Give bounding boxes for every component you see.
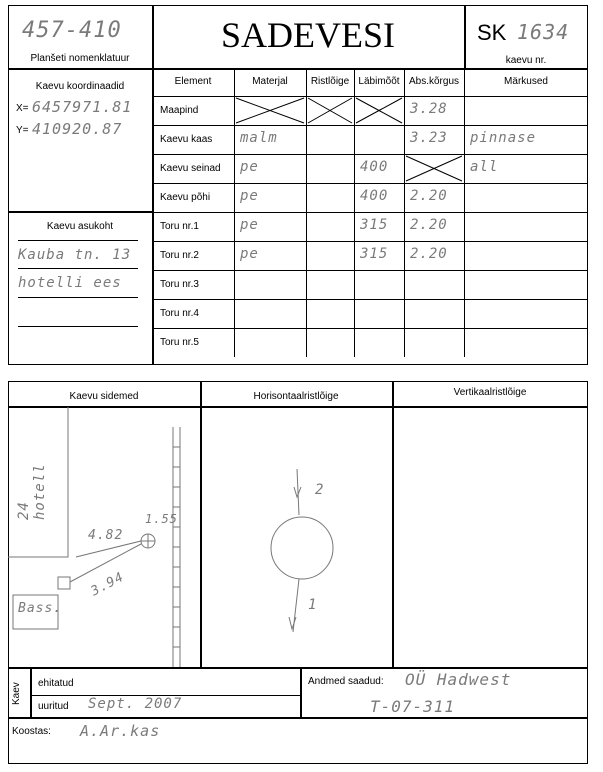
compiled-label: Koostas: [12,726,51,737]
table-header: Läbimõõt [358,76,400,87]
surveyed-label: uuritud [38,701,69,712]
table-cell: pe [240,217,259,233]
table-row-label: Toru nr.5 [160,337,199,348]
horizontal-section-label: Horisontaalristlõige [253,391,339,402]
table-cell: 2.20 [410,217,448,233]
table-cell: 315 [360,217,389,233]
well-side-label: Kaev [11,682,22,705]
x-value: 6457971.81 [32,98,133,116]
table-row-label: Kaevu kaas [160,134,213,145]
nomenclature-label: Planšeti nomenklatuur [30,53,130,64]
table-cell: malm [240,130,278,146]
data-source-code: T-07-311 [370,697,456,716]
surveyed-value: Sept. 2007 [88,696,183,712]
table-row-label: Toru nr.2 [160,250,199,261]
y-value: 410920.87 [32,120,123,138]
table-cell: pe [240,188,259,204]
table-cell: 2.20 [410,246,448,262]
table-cell: pinnase [470,130,537,146]
coords-label: Kaevu koordinaadid [35,81,125,92]
table-header: Ristlõige [310,76,350,87]
page-title: SADEVESI [220,15,395,55]
table-cell: 400 [360,159,389,175]
table-cell: all [470,159,499,175]
table-header: Märkused [504,76,548,87]
distance-3: 1.55 [145,512,178,526]
compiled-value: A.Ar.kas [80,722,161,740]
data-source-label: Andmed saadud: [308,676,384,687]
y-label: Y= [16,125,29,136]
location-line1: Kauba tn. 13 [18,247,132,263]
table-header: Materjal [252,76,288,87]
table-cell: pe [240,246,259,262]
table-cell: pe [240,159,259,175]
table-row-label: Toru nr.1 [160,221,199,232]
distance-2: 3.94 [88,569,127,600]
ties-label: Kaevu sidemed [69,391,139,402]
vertical-section-label: Vertikaalristlõige [453,387,527,398]
horizontal-sketch [201,407,392,667]
table-cell: 3.23 [410,130,448,146]
well-number-label: kaevu nr. [505,55,547,66]
table-row-label: Kaevu põhi [160,192,211,203]
bass-label: Bass. [18,601,63,616]
built-label: ehitatud [38,678,74,689]
data-source-value: OÜ Hadwest [405,670,512,689]
table-cell: 315 [360,246,389,262]
table-row-label: Kaevu seinad [160,163,221,174]
nomenclature-value: 457-410 [22,18,122,43]
sk-number: 1634 [517,20,570,44]
location-label: Kaevu asukoht [46,221,114,232]
table-header: Element [174,76,212,87]
location-line2: hotelli ees [18,275,122,291]
table-cell: 3.28 [410,101,448,117]
table-row-label: Maapind [160,105,199,116]
not-applicable-mark [306,96,354,125]
distance-1: 4.82 [88,528,124,543]
not-applicable-mark [234,96,306,125]
table-row-label: Toru nr.4 [160,308,199,319]
pipe-2-label: 2 [315,482,325,498]
table-cell: 400 [360,188,389,204]
not-applicable-mark [404,154,464,183]
not-applicable-mark [354,96,404,125]
building-label: 24 hotell [16,463,48,520]
pipe-1-label: 1 [308,597,318,613]
sk-prefix: SK [477,20,507,45]
table-cell: 2.20 [410,188,448,204]
x-label: X= [16,103,29,114]
table-header: Abs.kõrgus [408,76,460,87]
table-row-label: Toru nr.3 [160,279,199,290]
